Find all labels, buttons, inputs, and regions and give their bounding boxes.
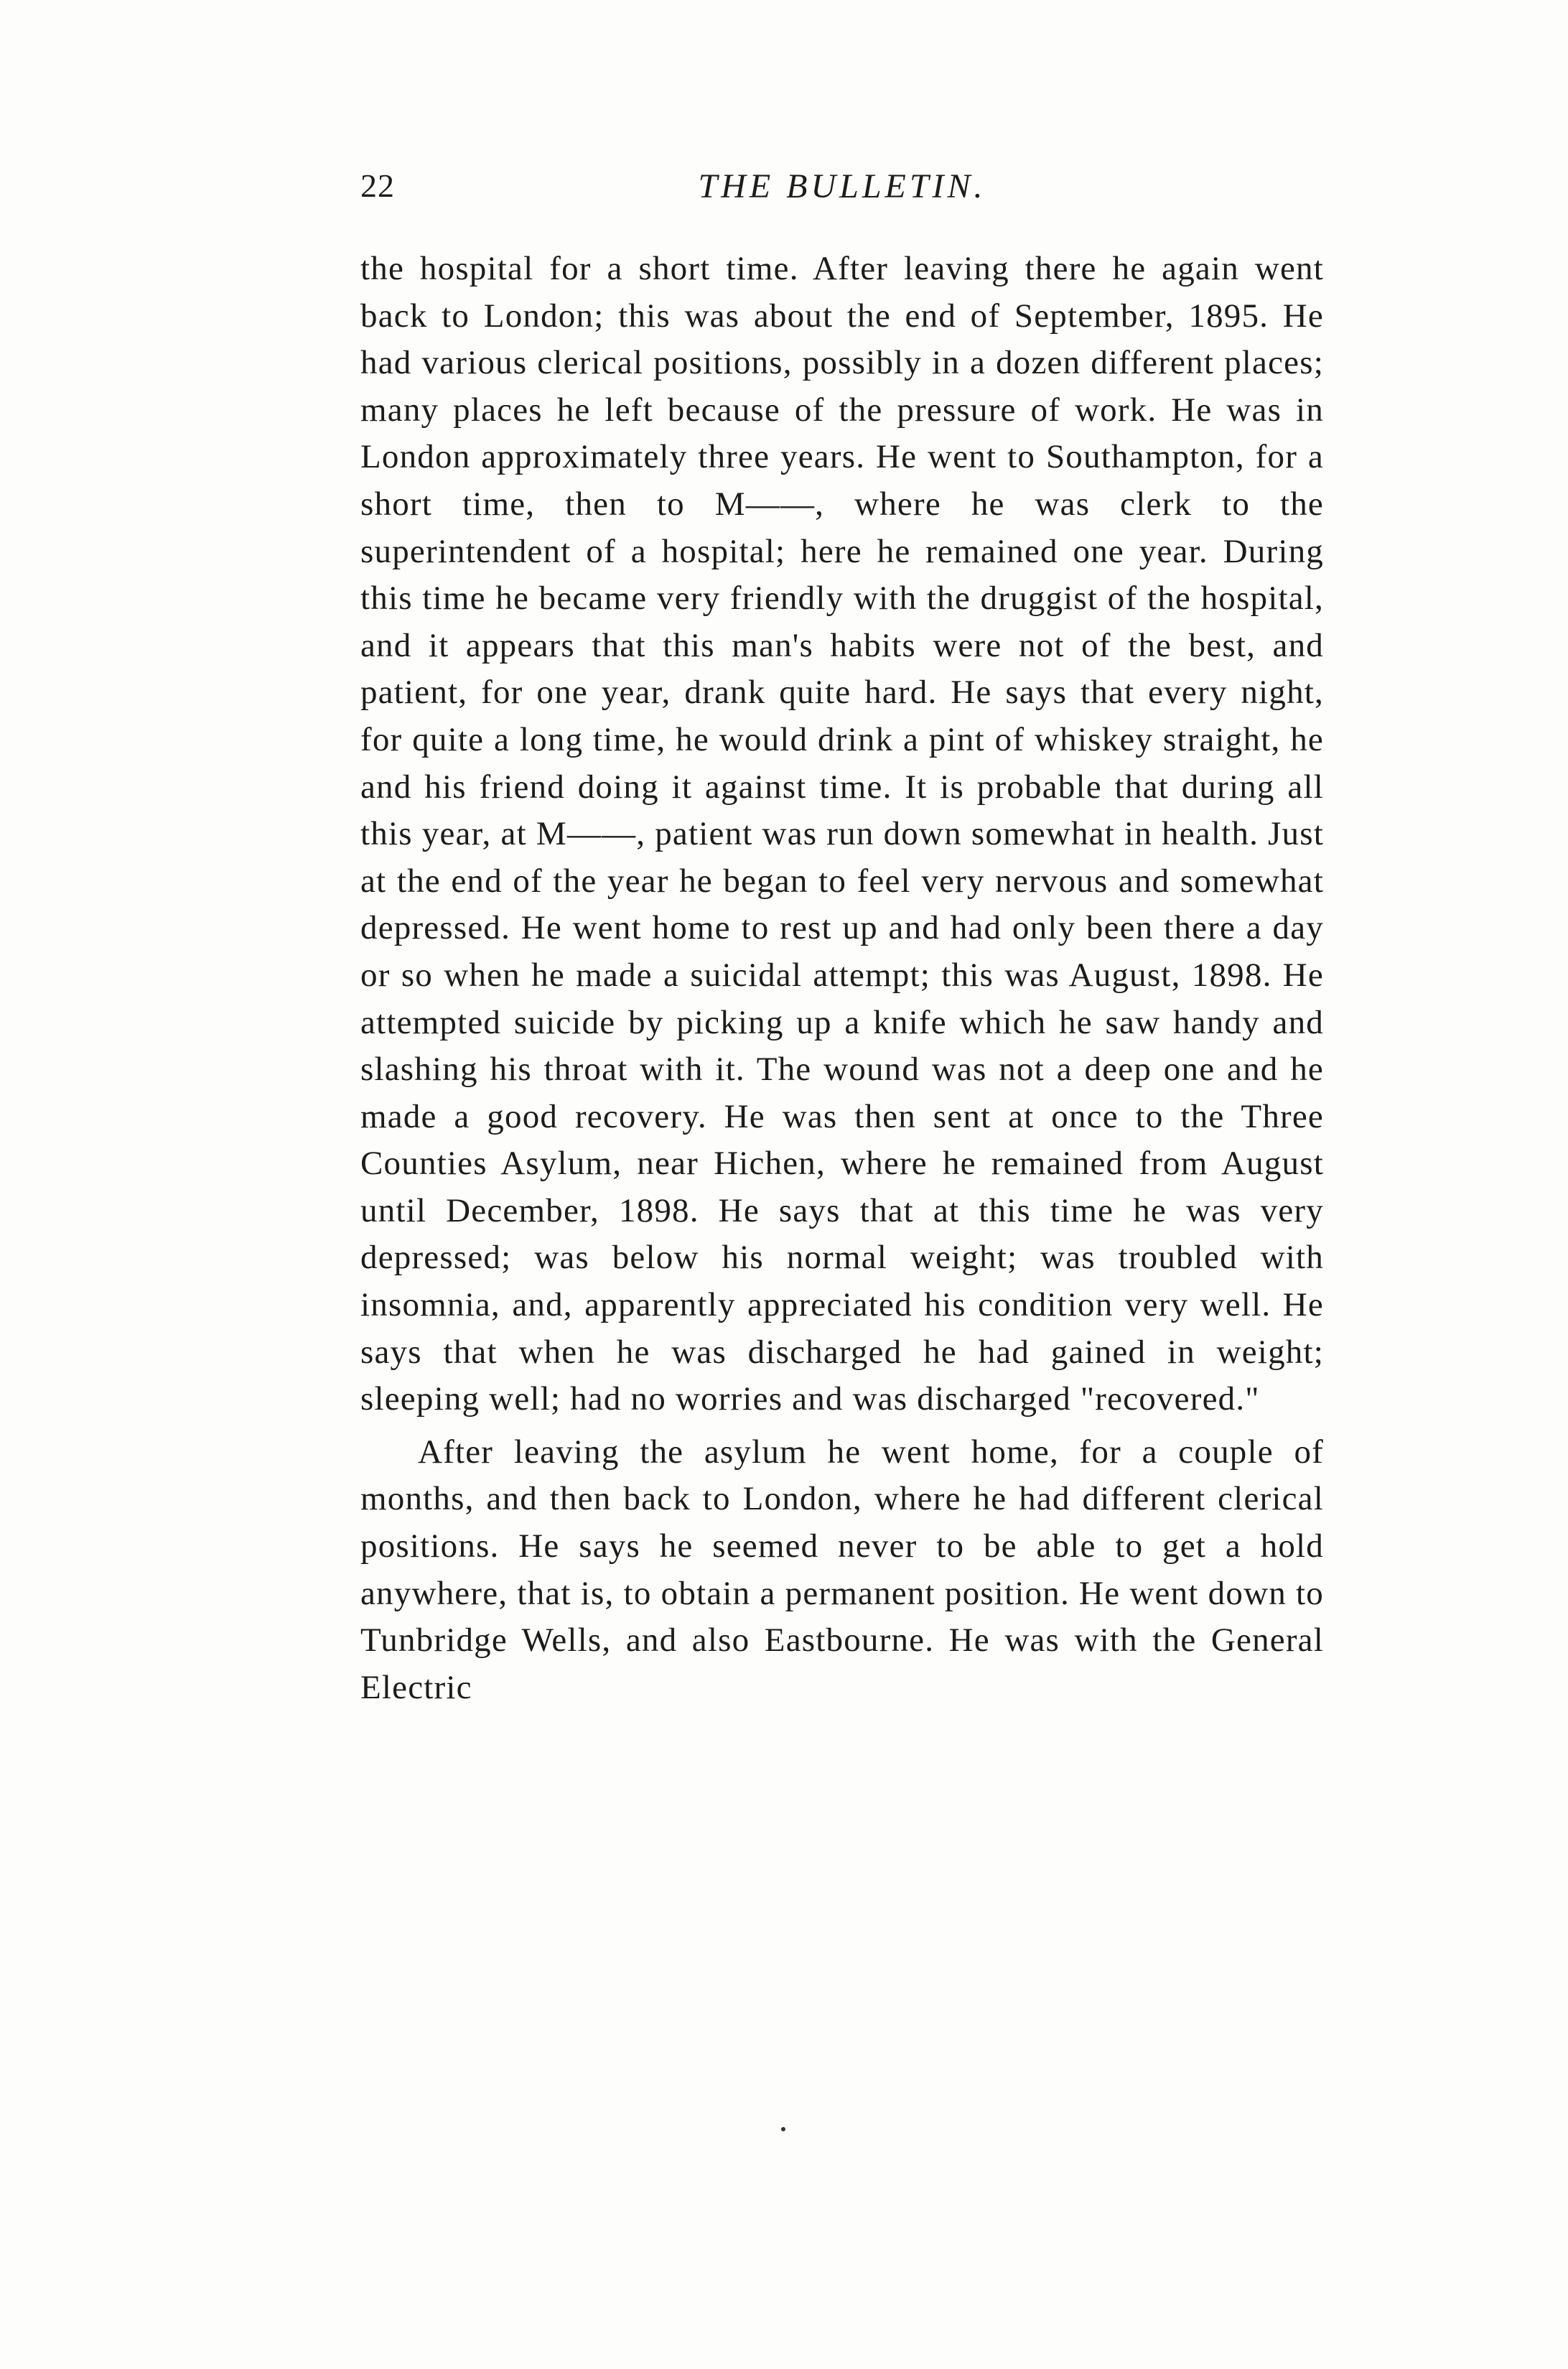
ink-speck	[781, 2127, 785, 2131]
running-title: THE BULLETIN.	[698, 167, 986, 205]
page-number: 22	[360, 167, 395, 204]
paragraph-1: the hospital for a short time. After leaving there he again went back to London; this was about the end of September, 1895. He had various clerical positions, possibly in a dozen different places; many places he left because of the pressure of work. He was in London approximately three years. He went to Southampton, for a short time, then to M——, where he was clerk to the superintendent of a hospital; here he remained one year. During this time he became very friendly with the druggist of the hospital, and it appears that this man's habits were not of the best, and patient, for one year, drank quite hard. He says that every night, for quite a long time, he would drink a pint of whiskey straight, he and his friend doing it against time. It is probable that during all this year, at M——, patient was run down somewhat in health. Just at the end of the year he began to feel very nervous and somewhat depressed. He went home to rest up and had only been there a day or so when he made a suicidal attempt; this was August, 1898. He attempted suicide by picking up a knife which he saw handy and slashing his throat with it. The wound was not a deep one and he made a good recovery. He was then sent at once to the Three Counties Asylum, near Hichen, where he remained from August until December, 1898. He says that at this time he was very depressed; was below his normal weight; was troubled with insomnia, and, apparently appreciated his condition very well. He says that when he was discharged he had gained in weight; sleeping well; had no worries and was discharged "recovered."	[360, 250, 1324, 1418]
page-header	[360, 167, 1324, 217]
paragraph-2: After leaving the asylum he went home, for a couple of months, and then back to London, where he had different clerical positions. He says he seemed never to be able to get a hold anywhere, that is, to obtain a permanent position. He went down to Tunbridge Wells, and also Eastbourne. He was with the General Electric	[360, 1433, 1324, 1706]
body-text	[360, 246, 1324, 1711]
